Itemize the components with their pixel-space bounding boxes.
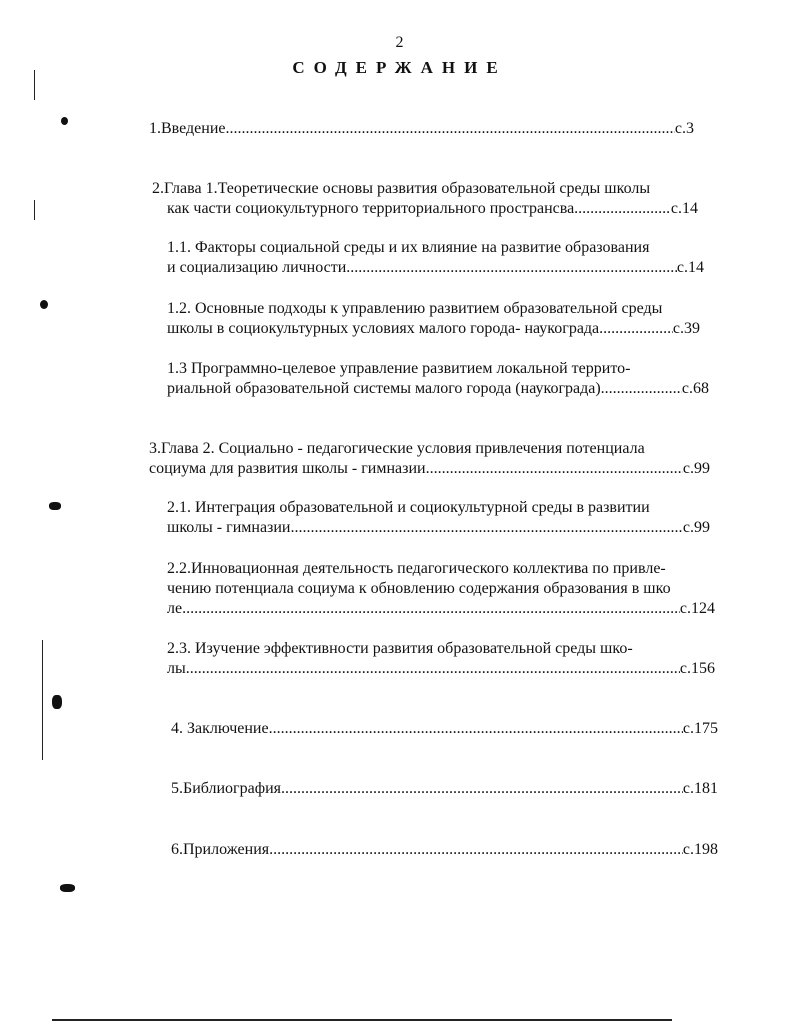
- leader-dots: [291, 518, 683, 538]
- toc-entry-intro: [149, 119, 694, 139]
- toc-entry-text: лы: [167, 660, 186, 677]
- toc-entry-ch1: [167, 199, 698, 219]
- toc-entry-ch2: [149, 459, 710, 479]
- toc-entry-s23: [167, 659, 715, 679]
- toc-entry-text: 6.Приложения: [171, 841, 270, 858]
- leader-dots: [226, 119, 675, 139]
- toc-page-number: с.124: [679, 600, 715, 617]
- leader-dots: [269, 719, 683, 739]
- scan-mark: [49, 502, 61, 510]
- toc-entry-text: 4. Заключение: [171, 720, 269, 737]
- leader-dots: [601, 379, 682, 399]
- toc-entry-s12: [167, 319, 700, 339]
- toc-entry-text: риальной образовательной системы малого города (наукограда): [167, 380, 601, 397]
- toc-page-number: с.14: [670, 200, 698, 217]
- scan-mark: [60, 884, 75, 892]
- scan-mark: [61, 117, 68, 125]
- toc-entry-text: 1.3 Программно-целевое управление развитием локальной террито-: [167, 360, 631, 377]
- toc-entry-text: и социализацию личности: [167, 259, 347, 276]
- toc-entry-s13: [167, 379, 709, 399]
- toc-entry-text: как части социокультурного территориального пространсва: [167, 200, 575, 217]
- scan-margin-line: [34, 200, 35, 220]
- toc-page-number: с.39: [672, 320, 700, 337]
- toc-page-number: с.68: [681, 380, 709, 397]
- toc-entry-text: 2.Глава 1.Теоретические основы развития образовательной среды школы: [152, 180, 651, 197]
- toc-page-number: с.156: [679, 660, 715, 677]
- toc-entry-text: 2.3. Изучение эффективности развития образовательной среды шко-: [167, 640, 633, 657]
- toc-page-number: с.198: [682, 841, 718, 858]
- scan-bottom-line: [52, 1019, 672, 1021]
- toc-entry-text: 3.Глава 2. Социально - педагогические условия привлечения потенциала: [149, 440, 645, 457]
- toc-entry-text: 1.Введение: [149, 120, 226, 137]
- toc-entry-text: 1.1. Факторы социальной среды и их влияние на развитие образования: [167, 239, 650, 256]
- leader-dots: [281, 779, 683, 799]
- leader-dots: [186, 659, 680, 679]
- page-title: СОДЕРЖАНИЕ: [292, 58, 507, 77]
- leader-dots: [599, 319, 673, 339]
- toc-page-number: с.14: [676, 259, 704, 276]
- toc-entry-text: школы - гимназии: [167, 519, 291, 536]
- leader-dots: [346, 258, 677, 278]
- scan-mark: [52, 695, 62, 709]
- leader-dots: [426, 459, 683, 479]
- leader-dots: [269, 840, 683, 860]
- toc-entry-appendix: [171, 840, 718, 860]
- toc-entry-text: 1.2. Основные подходы к управлению развитием образовательной среды: [167, 300, 663, 317]
- toc-entry-text: социума для развития школы - гимназии: [149, 460, 426, 477]
- page-number: 2: [395, 34, 404, 51]
- toc-page-number: с.181: [682, 780, 718, 797]
- leader-dots: [574, 199, 671, 219]
- toc-entry-text: 2.2.Инновационная деятельность педагогического коллектива по привле-: [167, 560, 666, 577]
- toc-entry-s21: [167, 518, 710, 538]
- toc-page-number: с.99: [682, 460, 710, 477]
- toc-entry-text: школы в социокультурных условиях малого города- наукограда: [167, 320, 600, 337]
- scan-mark: [40, 300, 48, 309]
- toc-page-number: с.3: [674, 120, 694, 137]
- toc-entry-text: 5.Библиография: [171, 780, 281, 797]
- toc-entry-s22: [167, 599, 715, 619]
- toc-entry-bibliography: [171, 779, 718, 799]
- toc-entry-conclusion: [171, 719, 718, 739]
- toc-entry-s11: [167, 258, 704, 278]
- toc-page-number: с.99: [682, 519, 710, 536]
- toc-entry-text: ле: [167, 600, 183, 617]
- toc-entry-text: 2.1. Интеграция образовательной и социокультурной среды в развитии: [167, 499, 650, 516]
- toc-page-number: с.175: [682, 720, 718, 737]
- leader-dots: [182, 599, 680, 619]
- scan-margin-line: [42, 640, 43, 760]
- toc-entry-text: чению потенциала социума к обновлению содержания образования в шко: [167, 580, 671, 597]
